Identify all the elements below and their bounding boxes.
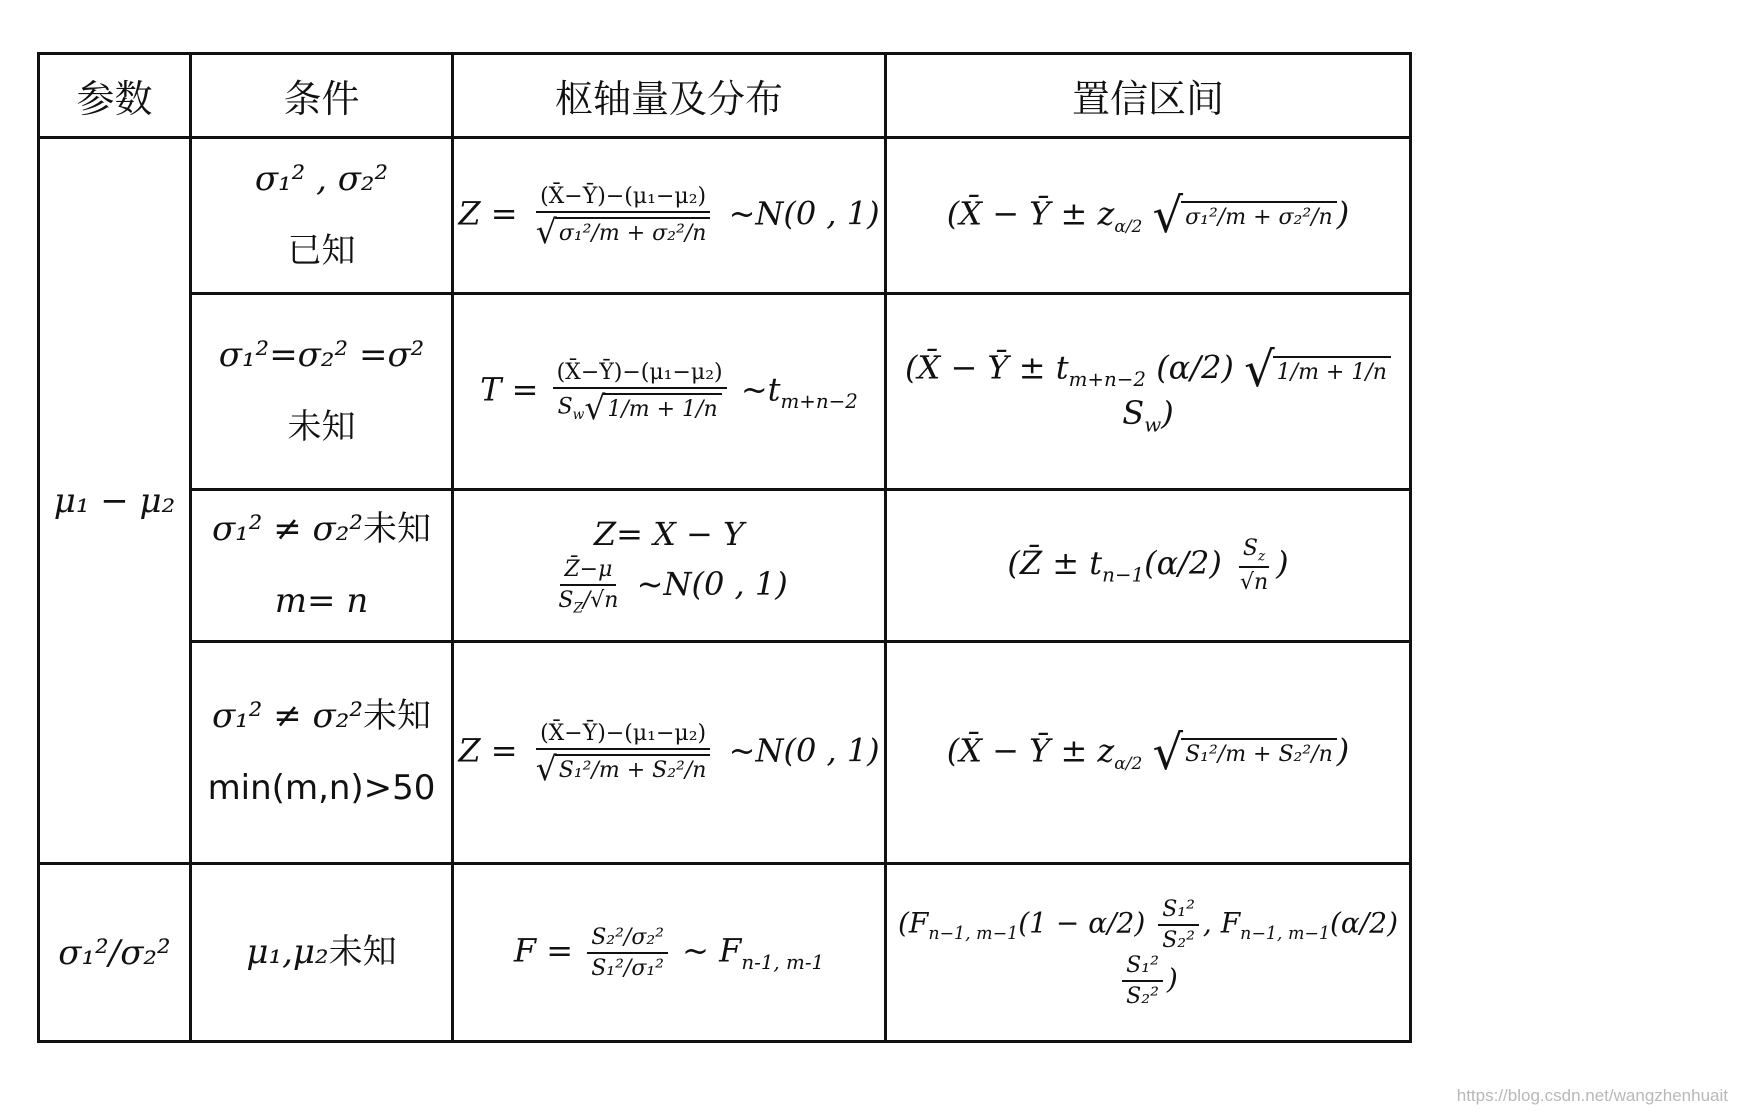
pivot-den-prefix: S <box>557 394 573 419</box>
header-condition: 条件 <box>191 54 453 138</box>
interval-ratio-num: S₁² <box>1158 897 1199 926</box>
interval-b-subscript: n−1, m−1 <box>1240 923 1330 944</box>
pivot-distribution: ~ F <box>682 931 742 969</box>
interval-a: (F <box>897 906 929 939</box>
pivot-lhs: F = <box>513 931 574 969</box>
condition-math: σ₁² ≠ σ₂² <box>211 696 364 737</box>
interval-ratio-num: S₁² <box>1122 953 1163 982</box>
interval-frac-num-sub: z <box>1258 548 1266 565</box>
source-watermark: https://blog.csdn.net/wangzhenhuait <box>1456 1086 1728 1105</box>
confidence-interval-table <box>37 52 1412 1043</box>
interval-start: (Z̄ ± t <box>1007 543 1103 582</box>
interval-subscript: m+n−2 <box>1068 368 1147 392</box>
table-row <box>39 138 1411 294</box>
interval-subscript: α/2 <box>1114 753 1143 774</box>
interval-subscript: α/2 <box>1114 216 1143 237</box>
condition-math: μ₁,μ₂ <box>246 931 329 972</box>
interval-frac-den: √n <box>1239 570 1269 596</box>
interval-cell <box>886 864 1411 1042</box>
condition-math-2: m= n <box>274 580 369 621</box>
header-param: 参数 <box>39 54 191 138</box>
interval-a-subscript: n−1, m−1 <box>928 923 1019 944</box>
pivot-lhs: T = <box>480 370 539 408</box>
header-row <box>39 54 1411 138</box>
header-pivot: 枢轴量及分布 <box>453 54 886 138</box>
interval-end: ) <box>1276 543 1289 582</box>
condition-math: σ₁² ≠ σ₂² <box>211 509 364 550</box>
param-variance-ratio: σ₁²/σ₂² <box>39 864 191 1042</box>
interval-end-subscript: w <box>1144 413 1162 437</box>
interval-start: (X̄ − Ȳ ± z <box>946 194 1115 232</box>
interval-root: 1/m + 1/n <box>1273 356 1391 385</box>
interval-frac-num: S <box>1242 535 1258 561</box>
pivot-distribution: ~t <box>740 370 781 408</box>
pivot-numerator: Z̄−μ <box>560 557 616 586</box>
pivot-distribution: ~N(0 , 1) <box>728 194 880 232</box>
interval-cell: (X̄ − Ȳ ± $z_{\alpha/2}$ √ σ₁²/m + σ₂²/n ) <box>886 138 1411 294</box>
interval-alpha: (α/2) <box>1156 348 1234 387</box>
pivot-dist-subscript: m+n−2 <box>780 389 858 413</box>
pivot-denominator: S₁²/m + S₂²/n <box>555 754 711 783</box>
condition-math: σ₁²=σ₂² =σ² <box>218 335 425 376</box>
pivot-cell <box>453 490 886 642</box>
pivot-denominator: S₁²/σ₁² <box>591 955 664 981</box>
condition-text: 未知 <box>287 406 356 447</box>
interval-end: ) <box>1336 194 1350 232</box>
pivot-cell <box>453 864 886 1042</box>
interval-root: S₁²/m + S₂²/n <box>1181 738 1337 767</box>
interval-start: (X̄ − Ȳ ± z <box>946 731 1115 769</box>
condition-math: σ₁² , σ₂² <box>254 159 389 200</box>
interval-subscript: n−1 <box>1102 563 1145 587</box>
interval-end: ) <box>1336 731 1350 769</box>
interval-end: ) <box>1161 394 1174 433</box>
interval-b: , F <box>1202 906 1241 939</box>
condition-cell <box>191 490 453 642</box>
pivot-numerator: (X̄−Ȳ)−(μ₁−μ₂) <box>536 184 710 213</box>
condition-cell <box>191 642 453 864</box>
pivot-lhs: Z = <box>458 731 518 769</box>
pivot-line1: Z= X − Y <box>593 514 745 553</box>
interval-root: σ₁²/m + σ₂²/n <box>1181 201 1337 230</box>
interval-ratio-den: S₂² <box>1162 927 1195 953</box>
pivot-den-subscript: w <box>572 406 585 423</box>
pivot-den-subscript: Z <box>573 600 583 617</box>
condition-cell <box>191 138 453 294</box>
pivot-lhs: Z = <box>458 194 518 232</box>
table-row <box>39 294 1411 490</box>
condition-text: 未知 <box>328 931 397 972</box>
pivot-numerator: (X̄−Ȳ)−(μ₁−μ₂) <box>536 721 710 750</box>
interval-cell: (X̄ − Ȳ ± $t_{m+n-2}$ (α/2) √ 1/m + 1/n $S_w$) <box>886 294 1411 490</box>
interval-alpha: (α/2) <box>1144 543 1222 582</box>
interval-b-mid: (α/2) <box>1330 906 1399 939</box>
interval-ratio-den: S₂² <box>1126 983 1159 1009</box>
interval-start: (X̄ − Ȳ ± t <box>905 348 1069 387</box>
interval-a-mid: (1 − α/2) <box>1018 906 1146 939</box>
pivot-cell: Z = (X̄−Ȳ)−(μ₁−μ₂) √ σ₁²/m + σ₂²/n ~N(0 , 1) <box>453 138 886 294</box>
condition-cell <box>191 864 453 1042</box>
pivot-cell: Z = (X̄−Ȳ)−(μ₁−μ₂) √ S₁²/m + S₂²/n ~N(0 , 1) <box>453 642 886 864</box>
pivot-cell: T = (X̄−Ȳ)−(μ₁−μ₂) $S_w$ √ 1/m + 1/n $\sim t_{m+n-2}$ <box>453 294 886 490</box>
pivot-distribution: ~N(0 , 1) <box>728 731 880 769</box>
interval-cell: (X̄ − Ȳ ± $z_{\alpha/2}$ √ S₁²/m + S₂²/n ) <box>886 642 1411 864</box>
condition-line-2: min(m,n)>50 <box>207 767 436 808</box>
pivot-den-tail: /√n <box>582 587 619 613</box>
pivot-den-base: S <box>558 587 574 613</box>
interval-end-prefix: S <box>1122 394 1145 433</box>
condition-text: 已知 <box>287 230 356 271</box>
pivot-dist-subscript: n-1, m-1 <box>741 950 825 974</box>
interval-cell <box>886 490 1411 642</box>
pivot-denominator: 1/m + 1/n <box>603 393 721 422</box>
table-row <box>39 864 1411 1042</box>
condition-text: 未知 <box>363 509 432 550</box>
pivot-numerator: S₂²/σ₂² <box>587 925 668 954</box>
param-mean-difference: μ₁ − μ₂ <box>39 138 191 864</box>
interval-end: ) <box>1166 962 1178 995</box>
pivot-denominator: σ₁²/m + σ₂²/n <box>555 217 711 246</box>
condition-text: 未知 <box>363 696 432 737</box>
header-interval: 置信区间 <box>886 54 1411 138</box>
pivot-numerator: (X̄−Ȳ)−(μ₁−μ₂) <box>553 360 727 389</box>
table-row <box>39 490 1411 642</box>
table-row <box>39 642 1411 864</box>
condition-cell <box>191 294 453 490</box>
pivot-distribution: ~N(0 , 1) <box>636 564 788 603</box>
